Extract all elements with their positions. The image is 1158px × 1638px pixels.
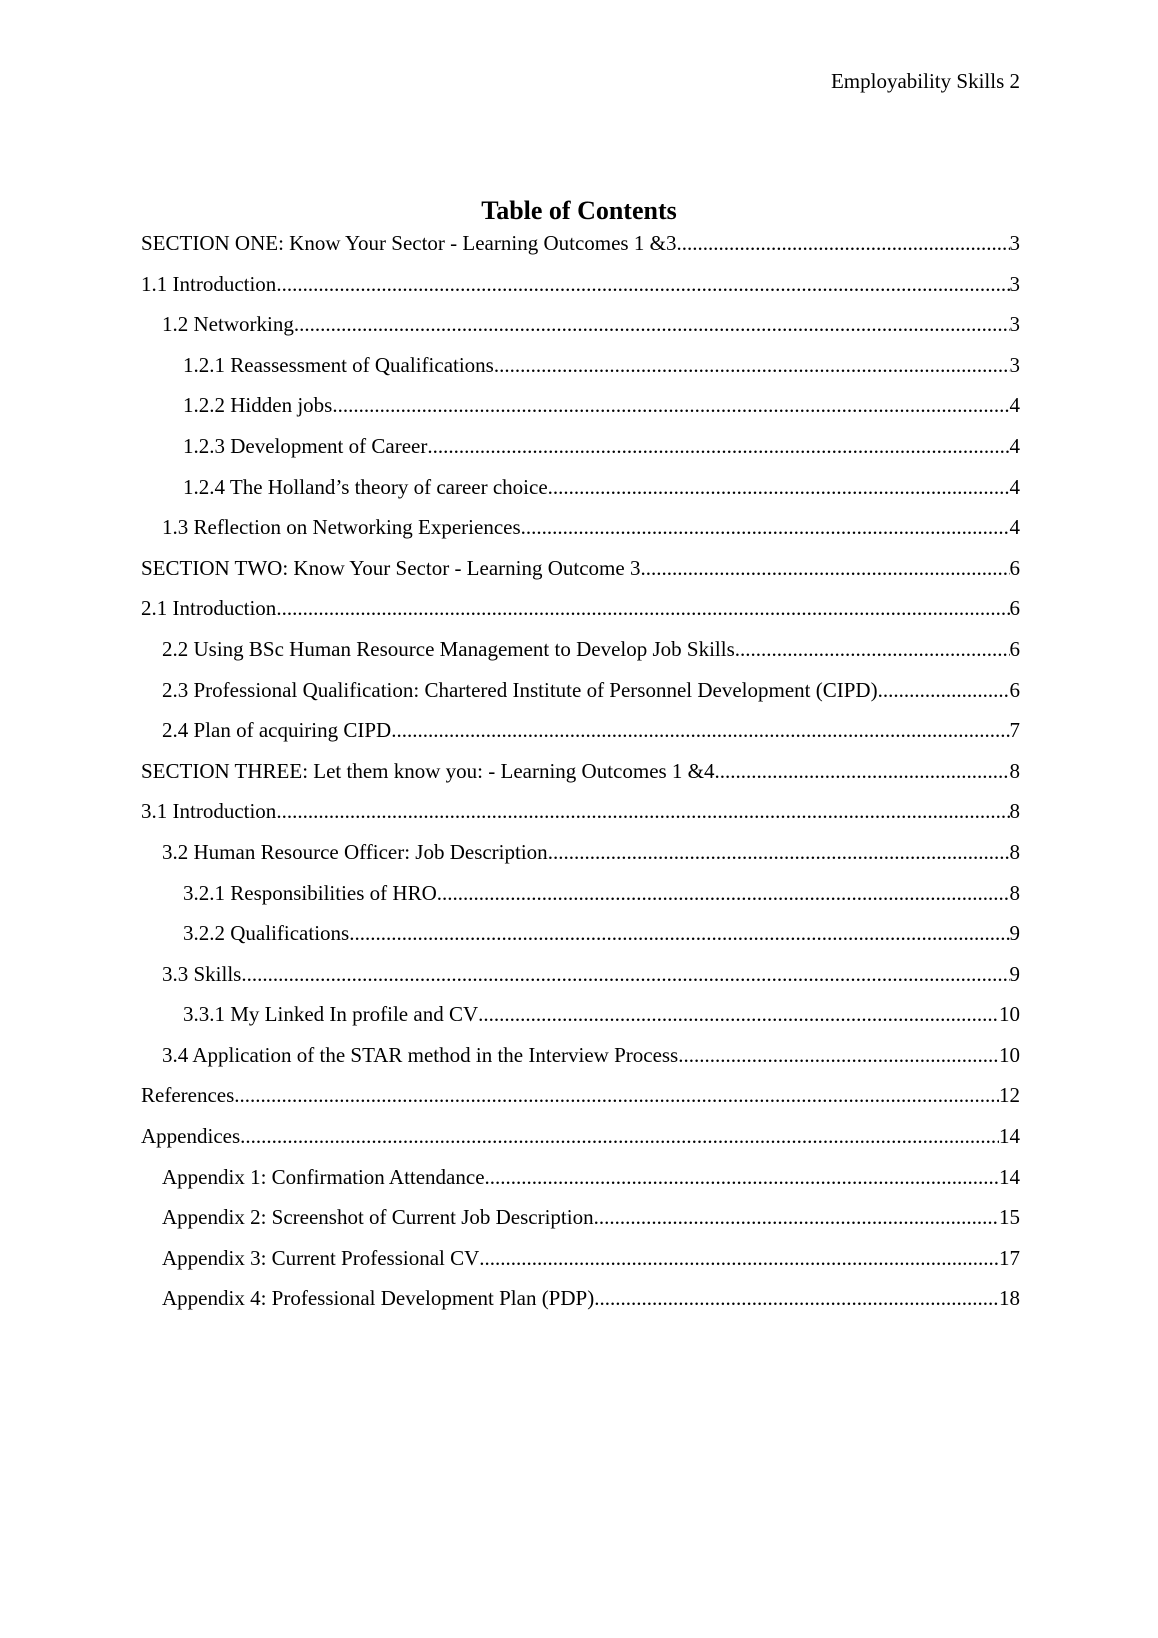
toc-entry-text: 3.3.1 My Linked In profile and CV (183, 1002, 479, 1027)
toc-page-number: 12 (999, 1083, 1020, 1108)
toc-dot-leader (234, 1080, 999, 1110)
toc-dot-leader (240, 1121, 999, 1151)
toc-page-number: 10 (999, 1002, 1020, 1027)
toc-page-number: 3 (1009, 312, 1020, 337)
toc-entry-text: Appendices (141, 1124, 241, 1149)
toc-entry-text: 3.1 Introduction (141, 799, 277, 824)
toc-entry[interactable] (141, 918, 1020, 959)
toc-entry-text: SECTION TWO: Know Your Sector - Learning Outcome 3 (141, 555, 641, 580)
toc-dot-leader (594, 1283, 999, 1313)
toc-dot-leader (676, 228, 1009, 258)
toc-page-number: 6 (1009, 636, 1020, 661)
toc-dot-leader (715, 756, 1010, 786)
toc-page-number: 10 (999, 1042, 1020, 1067)
toc-page-number: 9 (1009, 961, 1020, 986)
toc-page-number: 8 (1009, 839, 1020, 864)
toc-entry[interactable] (141, 837, 1020, 878)
toc-entry[interactable] (141, 756, 1020, 797)
toc-page-number: 4 (1009, 393, 1020, 418)
toc-entry[interactable] (141, 1243, 1020, 1284)
toc-dot-leader (276, 796, 1009, 826)
toc-entry-text: 1.2.3 Development of Career (183, 433, 428, 458)
toc-page-number: 17 (999, 1245, 1020, 1270)
toc-entry-text: 1.2.4 The Holland’s theory of career choice (183, 474, 548, 499)
toc-entry-text: References (141, 1083, 235, 1108)
toc-page-number: 4 (1009, 474, 1020, 499)
toc-entry[interactable] (141, 1040, 1020, 1081)
toc-page-number: 6 (1009, 555, 1020, 580)
toc-entry-text: SECTION THREE: Let them know you: - Learning Outcomes 1 &4 (141, 758, 715, 783)
toc-entry[interactable] (141, 715, 1020, 756)
toc-entry[interactable] (141, 999, 1020, 1040)
toc-dot-leader (485, 1162, 999, 1192)
toc-dot-leader (640, 553, 1009, 583)
toc-page-number: 6 (1009, 596, 1020, 621)
toc-dot-leader (494, 350, 1010, 380)
toc-dot-leader (878, 675, 1010, 705)
toc-entry[interactable] (141, 796, 1020, 837)
toc-dot-leader (294, 309, 1010, 339)
toc-dot-leader (332, 390, 1009, 420)
toc-dot-leader (276, 269, 1009, 299)
toc-entry[interactable] (141, 350, 1020, 391)
toc-entry-text: 2.4 Plan of acquiring CIPD (162, 718, 392, 743)
toc-entry[interactable] (141, 1162, 1020, 1203)
toc-dot-leader (276, 593, 1009, 623)
toc-entry-text: 3.2.1 Responsibilities of HRO (183, 880, 437, 905)
toc-entry-text: 3.4 Application of the STAR method in the Interview Process (162, 1042, 679, 1067)
toc-dot-leader (349, 918, 1009, 948)
toc-dot-leader (548, 837, 1010, 867)
toc-entry-text: Appendix 3: Current Professional CV (162, 1245, 480, 1270)
toc-entry[interactable] (141, 431, 1020, 472)
toc-page-number: 3 (1009, 231, 1020, 255)
toc-page-number: 8 (1009, 880, 1020, 905)
toc-entry[interactable] (141, 878, 1020, 919)
toc-page-number: 7 (1009, 718, 1020, 743)
toc-entry-text: 1.2 Networking (162, 312, 294, 337)
toc-page-number: 8 (1009, 758, 1020, 783)
toc-entry[interactable] (141, 309, 1020, 350)
toc-dot-leader (548, 472, 1010, 502)
toc-entry[interactable] (141, 228, 1020, 269)
toc-entry[interactable] (141, 553, 1020, 594)
toc-page-number: 4 (1009, 433, 1020, 458)
toc-entry-text: 1.2.2 Hidden jobs (183, 393, 333, 418)
toc-entry[interactable] (141, 512, 1020, 553)
toc-page-number: 15 (999, 1205, 1020, 1230)
running-head: Employability Skills 2 (830, 69, 1020, 93)
toc-page-number: 4 (1009, 515, 1020, 540)
toc-page-number: 3 (1009, 271, 1020, 296)
toc-entry-text: Appendix 4: Professional Development Plan (PDP) (162, 1286, 595, 1311)
toc-page-number: 9 (1009, 921, 1020, 946)
toc-dot-leader (678, 1040, 999, 1070)
toc-page-number: 18 (999, 1286, 1020, 1311)
toc-entry-text: 3.2 Human Resource Officer: Job Description (162, 839, 548, 864)
toc-page-number: 6 (1009, 677, 1020, 702)
toc-dot-leader (735, 634, 1010, 664)
toc-dot-leader (391, 715, 1009, 745)
toc-entry[interactable] (141, 1080, 1020, 1121)
toc-dot-leader (437, 878, 1010, 908)
toc-entry-text: 3.2.2 Qualifications (183, 921, 350, 946)
toc-page-number: 14 (999, 1164, 1020, 1189)
toc-entry[interactable] (141, 675, 1020, 716)
toc-dot-leader (478, 999, 999, 1029)
toc-entry[interactable] (141, 390, 1020, 431)
toc-dot-leader (594, 1202, 999, 1232)
toc-entry[interactable] (141, 1121, 1020, 1162)
toc-entry-text: 1.2.1 Reassessment of Qualifications (183, 352, 494, 377)
toc-page-number: 3 (1009, 352, 1020, 377)
toc-dot-leader (521, 512, 1010, 542)
toc-entry[interactable] (141, 634, 1020, 675)
toc-dot-leader (427, 431, 1009, 461)
toc-entry-text: Appendix 1: Confirmation Attendance (162, 1164, 485, 1189)
toc-entry[interactable] (141, 472, 1020, 513)
toc-entry[interactable] (141, 1202, 1020, 1243)
toc-entry-text: 3.3 Skills (162, 961, 242, 986)
toc-entry-text: 2.1 Introduction (141, 596, 277, 621)
toc-dot-leader (479, 1243, 999, 1273)
toc-page-number: 8 (1009, 799, 1020, 824)
toc-entry-text: Appendix 2: Screenshot of Current Job Description (162, 1205, 594, 1230)
toc-entry-text: 2.3 Professional Qualification: Chartered Institute of Personnel Development (CIPD) (162, 677, 878, 702)
table-of-contents (141, 228, 1020, 1324)
toc-entry-text: 1.3 Reflection on Networking Experiences (162, 515, 521, 540)
toc-dot-leader (241, 959, 1009, 989)
toc-page-number: 14 (999, 1124, 1020, 1149)
toc-entry[interactable] (141, 1283, 1020, 1324)
toc-entry-text: 1.1 Introduction (141, 271, 277, 296)
toc-title: Table of Contents (481, 196, 677, 225)
toc-entry-text: 2.2 Using BSc Human Resource Management to Develop Job Skills (162, 636, 735, 661)
toc-entry[interactable] (141, 959, 1020, 1000)
toc-entry[interactable] (141, 269, 1020, 310)
toc-entry[interactable] (141, 593, 1020, 634)
toc-entry-text: SECTION ONE: Know Your Sector - Learning Outcomes 1 &3 (141, 231, 677, 255)
